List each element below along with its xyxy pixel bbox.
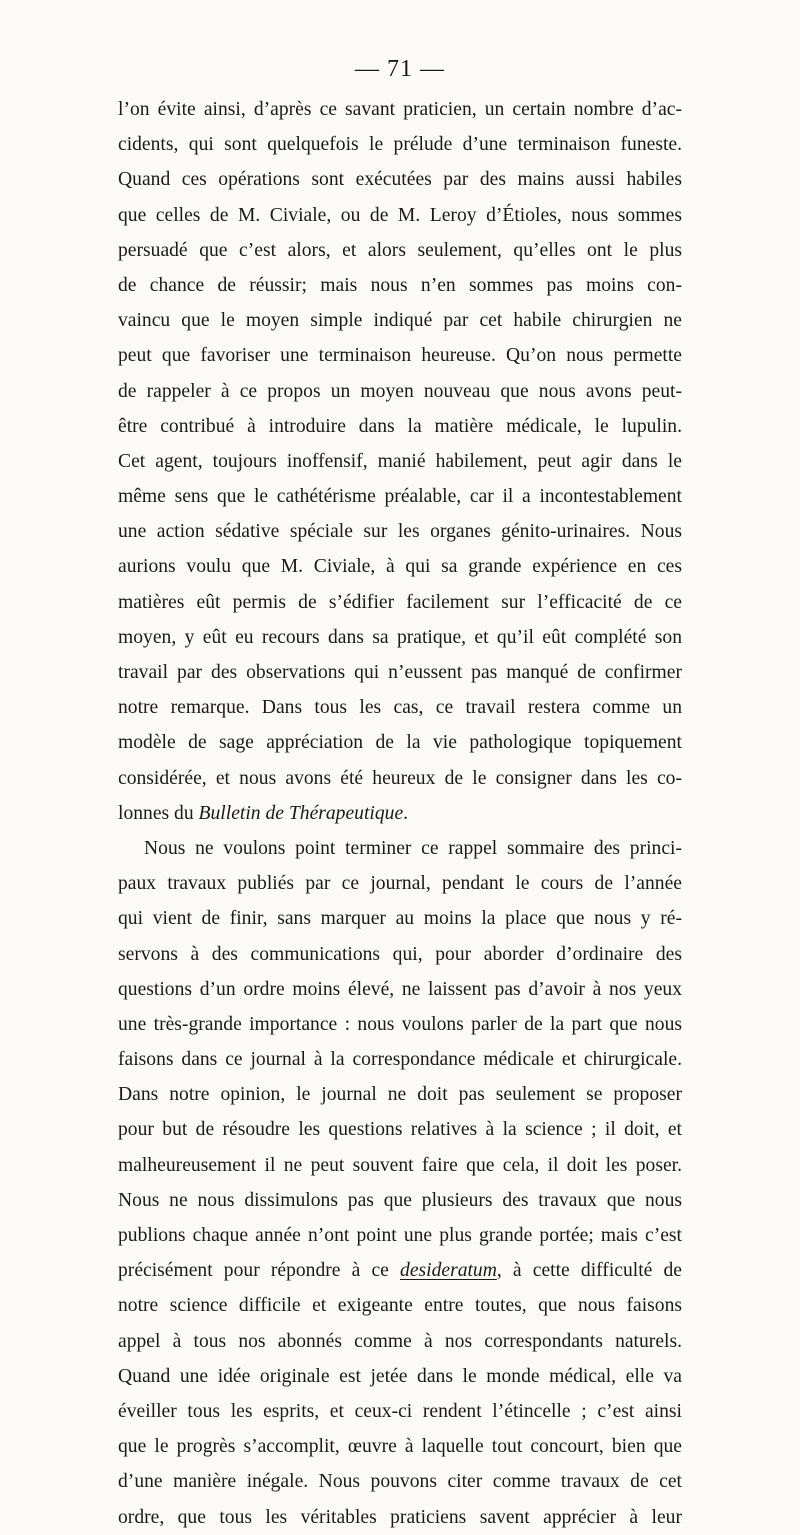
text-fragment: lonnes du <box>118 802 199 824</box>
text-line: ordre, que tous les véritables praticiens savent apprécier à leur <box>118 1506 682 1528</box>
text-line: matières eût permis de s’édifier facilement sur l’efficacité de ce <box>118 591 682 613</box>
text-line: éveiller tous les esprits, et ceux-ci rendent l’étincelle ; c’est ainsi <box>118 1400 682 1422</box>
text-line: Cet agent, toujours inoffensif, manié habilement, peut agir dans le <box>118 450 682 472</box>
journal-title: Bulletin de Thérapeutique <box>198 802 404 824</box>
paragraph <box>118 92 682 831</box>
body-text <box>118 92 682 1535</box>
text-line: appel à tous nos abonnés comme à nos correspondants naturels. <box>118 1330 682 1352</box>
text-line: persuadé que c’est alors, et alors seulement, qu’elles ont le plus <box>118 239 682 261</box>
text-line: même sens que le cathétérisme préalable, car il a incontestablement <box>118 486 682 508</box>
text-line: de rappeler à ce propos un moyen nouveau que nous avons peut- <box>118 380 682 402</box>
text-line: de chance de réussir; mais nous n’en sommes pas moins con- <box>118 274 682 296</box>
latin-term: desideratum <box>400 1260 497 1282</box>
text-line: questions d’un ordre moins élevé, ne laissent pas d’avoir à nos yeux <box>118 978 682 1000</box>
text-line: que le progrès s’accomplit, œuvre à laquelle tout concourt, bien que <box>118 1436 682 1458</box>
page-number: — 71 — <box>355 56 445 82</box>
text-line: pour but de résoudre les questions relatives à la science ; il doit, et <box>118 1119 682 1141</box>
text-line: qui vient de finir, sans marquer au moins la place que nous y ré- <box>118 908 682 930</box>
text-line: une très-grande importance : nous voulons parler de la part que nous <box>118 1013 682 1035</box>
text-line: aurions voulu que M. Civiale, à qui sa grande expérience en ces <box>118 556 682 578</box>
text-line: d’une manière inégale. Nous pouvons citer comme travaux de cet <box>118 1471 682 1493</box>
text-line: modèle de sage appréciation de la vie pathologique topiquement <box>118 732 682 754</box>
text-line: Quand une idée originale est jetée dans le monde médical, elle va <box>118 1365 682 1387</box>
text-fragment: . <box>403 802 409 824</box>
text-line: être contribué à introduire dans la matière médicale, le lupulin. <box>118 415 682 437</box>
text-line: que celles de M. Civiale, ou de M. Leroy d’Étioles, nous sommes <box>118 204 682 226</box>
text-line: peut que favoriser une terminaison heureuse. Qu’on nous permette <box>118 345 682 367</box>
text-line: vaincu que le moyen simple indiqué par cet habile chirurgien ne <box>118 310 682 332</box>
text-line: Nous ne voulons point terminer ce rappel sommaire des princi- <box>144 837 682 859</box>
paragraph <box>118 831 682 1535</box>
text-line: faisons dans ce journal à la correspondance médicale et chirurgicale. <box>118 1049 682 1071</box>
text-line: malheureusement il ne peut souvent faire que cela, il doit les poser. <box>118 1154 682 1176</box>
text-line: notre science difficile et exigeante entre toutes, que nous faisons <box>118 1295 682 1317</box>
text-line: moyen, y eût eu recours dans sa pratique, et qu’il eût complété son <box>118 626 682 648</box>
text-line <box>118 796 682 831</box>
text-line: l’on évite ainsi, d’après ce savant praticien, un certain nombre d’ac- <box>118 99 682 120</box>
text-line: notre remarque. Dans tous les cas, ce travail restera comme un <box>118 697 682 719</box>
text-line: travail par des observations qui n’eussent pas manqué de confirmer <box>118 662 682 683</box>
text-line <box>118 1253 682 1288</box>
text-line: une action sédative spéciale sur les organes génito-urinaires. Nous <box>118 521 682 543</box>
text-fragment: , à cette difficulté de <box>496 1260 682 1282</box>
text-line: cidents, qui sont quelquefois le prélude d’une terminaison funeste. <box>118 134 682 156</box>
text-line: paux travaux publiés par ce journal, pendant le cours de l’année <box>118 873 682 895</box>
text-line: publions chaque année n’ont point une plus grande portée; mais c’est <box>118 1225 682 1246</box>
text-fragment: précisément pour répondre à ce <box>118 1260 401 1282</box>
text-line: servons à des communications qui, pour aborder d’ordinaire des <box>118 943 682 965</box>
text-line: Quand ces opérations sont exécutées par des mains aussi habiles <box>118 169 682 191</box>
text-line: Dans notre opinion, le journal ne doit pas seulement se proposer <box>118 1084 682 1106</box>
text-line: Nous ne nous dissimulons pas que plusieurs des travaux que nous <box>118 1189 682 1211</box>
text-line: considérée, et nous avons été heureux de le consigner dans les co- <box>118 767 682 789</box>
